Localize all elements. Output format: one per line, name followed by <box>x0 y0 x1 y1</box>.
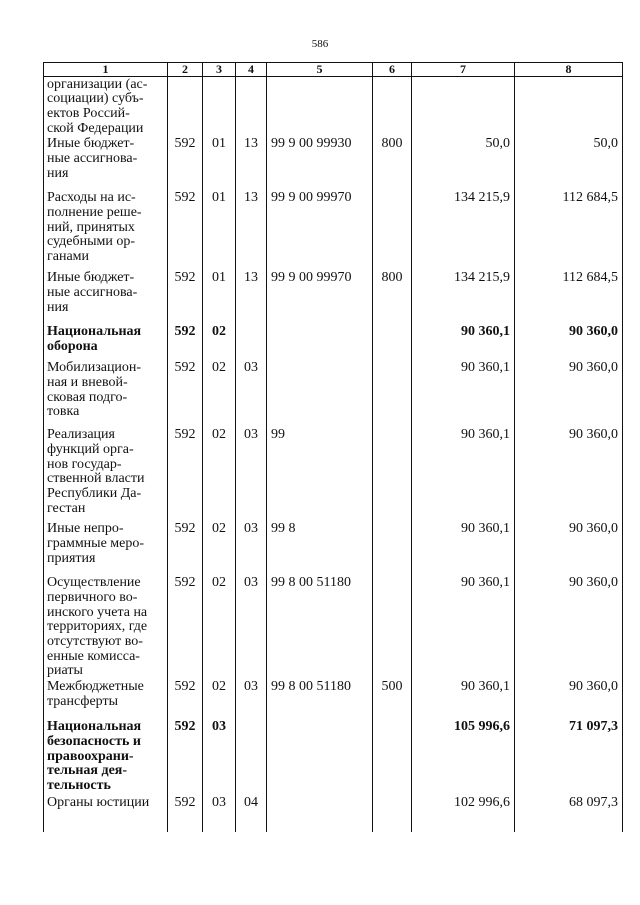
row-name: Национальная оборона <box>44 324 168 360</box>
row-name: Осуществление первичного во- инского учета на территориях, где отсутствуют во- енные комисса- риаты <box>44 575 168 679</box>
cell-col7: 134 215,9 <box>412 270 515 324</box>
header-cell-2: 2 <box>168 63 203 77</box>
cell-col8: 90 360,0 <box>515 427 623 521</box>
cell-col5 <box>267 76 373 136</box>
row-name: Органы юстиции <box>44 795 168 821</box>
cell-col2: 592 <box>168 521 203 575</box>
cell-col7: 90 360,1 <box>412 427 515 521</box>
cell-col5: 99 9 00 99930 <box>267 136 373 190</box>
cell-col6 <box>373 427 412 521</box>
cell-col4: 13 <box>236 190 267 270</box>
table-body <box>44 76 623 832</box>
header-cell-8: 8 <box>515 63 623 77</box>
cell-col7: 134 215,9 <box>412 190 515 270</box>
cell-col3: 02 <box>203 324 236 360</box>
cell-col5: 99 8 00 51180 <box>267 575 373 679</box>
cell-col7: 90 360,1 <box>412 679 515 719</box>
cell-col3: 02 <box>203 360 236 427</box>
cell-col2: 592 <box>168 795 203 821</box>
row-name: Мобилизацион- ная и вневой- сковая подго- товка <box>44 360 168 427</box>
cell-col2: 592 <box>168 719 203 795</box>
cell-col7 <box>412 76 515 136</box>
cell-col3: 02 <box>203 521 236 575</box>
cell-col4 <box>236 324 267 360</box>
cell-col6: 800 <box>373 270 412 324</box>
cell-col2: 592 <box>168 575 203 679</box>
row-name: Межбюджетные трансферты <box>44 679 168 719</box>
table-row <box>44 324 623 360</box>
cell-col3: 02 <box>203 427 236 521</box>
cell-col5: 99 9 00 99970 <box>267 270 373 324</box>
cell-col4: 03 <box>236 360 267 427</box>
row-name: Иные бюджет- ные ассигнова- ния <box>44 270 168 324</box>
cell-col7: 105 996,6 <box>412 719 515 795</box>
cell-col2: 592 <box>168 427 203 521</box>
cell-col5 <box>267 795 373 821</box>
cell-col8: 90 360,0 <box>515 324 623 360</box>
row-name: Реализация функций орга- нов государ- ственной власти Республики Да- гестан <box>44 427 168 521</box>
table-row <box>44 360 623 427</box>
spacer-cell <box>236 821 267 832</box>
header-cell-3: 3 <box>203 63 236 77</box>
cell-col6 <box>373 190 412 270</box>
cell-col7: 90 360,1 <box>412 575 515 679</box>
cell-col4: 03 <box>236 521 267 575</box>
table-row <box>44 136 623 190</box>
spacer-cell <box>203 821 236 832</box>
cell-col7: 90 360,1 <box>412 360 515 427</box>
table-row <box>44 575 623 679</box>
cell-col3: 02 <box>203 575 236 679</box>
cell-col3: 01 <box>203 270 236 324</box>
cell-col5: 99 8 00 51180 <box>267 679 373 719</box>
cell-col3: 01 <box>203 136 236 190</box>
cell-col3: 03 <box>203 719 236 795</box>
cell-col2: 592 <box>168 679 203 719</box>
header-cell-5: 5 <box>267 63 373 77</box>
cell-col8: 90 360,0 <box>515 360 623 427</box>
cell-col5: 99 9 00 99970 <box>267 190 373 270</box>
table-spacer-row <box>44 821 623 832</box>
cell-col8 <box>515 76 623 136</box>
header-cell-4: 4 <box>236 63 267 77</box>
cell-col8: 90 360,0 <box>515 679 623 719</box>
cell-col2 <box>168 76 203 136</box>
table-row <box>44 719 623 795</box>
cell-col2: 592 <box>168 324 203 360</box>
cell-col4: 03 <box>236 575 267 679</box>
cell-col8: 71 097,3 <box>515 719 623 795</box>
cell-col7: 90 360,1 <box>412 521 515 575</box>
cell-col2: 592 <box>168 360 203 427</box>
cell-col6: 500 <box>373 679 412 719</box>
row-name: организации (ас- социации) субъ- ектов Россий- ской Федерации <box>44 76 168 136</box>
cell-col2: 592 <box>168 190 203 270</box>
cell-col8: 68 097,3 <box>515 795 623 821</box>
budget-table <box>43 62 623 832</box>
cell-col8: 112 684,5 <box>515 190 623 270</box>
cell-col6 <box>373 324 412 360</box>
row-name: Расходы на ис- полнение реше- ний, принятых судебными ор- ганами <box>44 190 168 270</box>
cell-col7: 90 360,1 <box>412 324 515 360</box>
page-number: 586 <box>311 38 329 50</box>
cell-col6 <box>373 76 412 136</box>
cell-col5: 99 <box>267 427 373 521</box>
cell-col2: 592 <box>168 136 203 190</box>
cell-col3 <box>203 76 236 136</box>
table-row <box>44 521 623 575</box>
cell-col3: 02 <box>203 679 236 719</box>
cell-col8: 50,0 <box>515 136 623 190</box>
spacer-cell <box>515 821 623 832</box>
spacer-cell <box>267 821 373 832</box>
cell-col4: 03 <box>236 427 267 521</box>
header-cell-7: 7 <box>412 63 515 77</box>
cell-col4: 13 <box>236 136 267 190</box>
spacer-cell <box>168 821 203 832</box>
cell-col4: 03 <box>236 679 267 719</box>
header-row <box>44 63 623 77</box>
cell-col5 <box>267 360 373 427</box>
cell-col5 <box>267 324 373 360</box>
cell-col4 <box>236 719 267 795</box>
cell-col2: 592 <box>168 270 203 324</box>
table-row <box>44 795 623 821</box>
cell-col4 <box>236 76 267 136</box>
cell-col8: 90 360,0 <box>515 521 623 575</box>
cell-col6 <box>373 719 412 795</box>
cell-col7: 50,0 <box>412 136 515 190</box>
cell-col6 <box>373 521 412 575</box>
row-name: Национальная безопасность и правоохрани- тельная дея- тельность <box>44 719 168 795</box>
cell-col5: 99 8 <box>267 521 373 575</box>
spacer-cell <box>412 821 515 832</box>
table-row <box>44 270 623 324</box>
cell-col8: 90 360,0 <box>515 575 623 679</box>
table-row <box>44 679 623 719</box>
table-row <box>44 76 623 136</box>
spacer-cell <box>44 821 168 832</box>
cell-col5 <box>267 719 373 795</box>
cell-col3: 01 <box>203 190 236 270</box>
cell-col3: 03 <box>203 795 236 821</box>
cell-col6 <box>373 360 412 427</box>
cell-col6: 800 <box>373 136 412 190</box>
table-row <box>44 427 623 521</box>
header-cell-6: 6 <box>373 63 412 77</box>
table-row <box>44 190 623 270</box>
row-name: Иные непро- граммные меро- приятия <box>44 521 168 575</box>
cell-col6 <box>373 795 412 821</box>
header-cell-1: 1 <box>44 63 168 77</box>
cell-col4: 04 <box>236 795 267 821</box>
cell-col4: 13 <box>236 270 267 324</box>
spacer-cell <box>373 821 412 832</box>
row-name: Иные бюджет- ные ассигнова- ния <box>44 136 168 190</box>
cell-col8: 112 684,5 <box>515 270 623 324</box>
cell-col6 <box>373 575 412 679</box>
cell-col7: 102 996,6 <box>412 795 515 821</box>
